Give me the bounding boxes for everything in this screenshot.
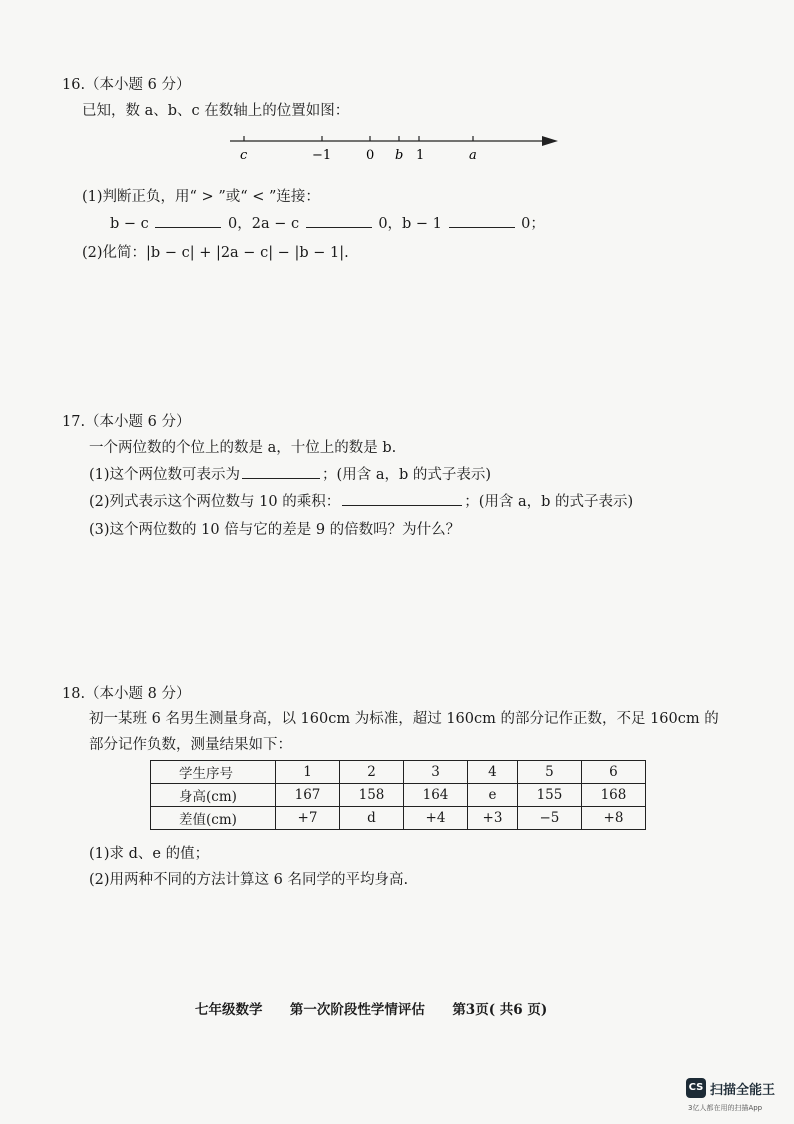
table-cell: −5 — [517, 807, 581, 830]
table-cell: 2 — [340, 761, 404, 784]
q17-heading: 17.（本小题 6 分） — [62, 414, 191, 430]
q17-part2-note: ；(用含 a，b 的式子表示) — [464, 494, 634, 510]
q17-part1-note: ；(用含 a，b 的式子表示) — [322, 467, 492, 483]
q18-part1: (1)求 d、e 的值； — [89, 846, 210, 862]
camscanner-logo-icon: CS — [686, 1078, 706, 1098]
label-0: 0 — [366, 148, 375, 163]
expr-2a-minus-c: 0，2a − c — [228, 216, 300, 232]
answer-blank-q17-1[interactable] — [242, 464, 320, 479]
table-row — [151, 807, 646, 830]
table-cell: 1 — [276, 761, 340, 784]
table-cell: e — [468, 784, 518, 807]
table-cell: 学生序号 — [151, 761, 276, 784]
table-cell: 3 — [404, 761, 468, 784]
q17-intro: 一个两位数的个位上的数是 a，十位上的数是 b. — [89, 440, 397, 456]
table-cell: 4 — [468, 761, 518, 784]
label-b: b — [395, 148, 404, 163]
q16-heading: 16.（本小题 6 分） — [62, 77, 191, 93]
q16-intro: 已知，数 a、b、c 在数轴上的位置如图： — [82, 103, 350, 119]
answer-blank-q17-2[interactable] — [342, 491, 462, 506]
table-row — [151, 784, 646, 807]
number-line — [228, 128, 558, 168]
expr-b-minus-1: 0，b − 1 — [378, 216, 442, 232]
table-cell: 6 — [581, 761, 645, 784]
q18-part2: (2)用两种不同的方法计算这 6 名同学的平均身高. — [89, 872, 409, 888]
answer-blank-1[interactable] — [155, 213, 221, 228]
table-cell: +8 — [581, 807, 645, 830]
q18-line1: 初一某班 6 名男生测量身高，以 160cm 为标准，超过 160cm 的部分记作正数，不足 160cm 的 — [89, 711, 719, 727]
table-cell: 168 — [581, 784, 645, 807]
q17-part2-text: (2)列式表示这个两位数与 10 的乘积： — [89, 494, 341, 510]
table-cell: 164 — [404, 784, 468, 807]
q18-heading: 18.（本小题 8 分） — [62, 686, 191, 702]
q16-part1: (1)判断正负，用“ > ”或“ < ”连接： — [82, 189, 320, 205]
arrow-icon — [542, 136, 558, 146]
label-1: 1 — [416, 148, 425, 163]
expr-end: 0； — [521, 216, 545, 232]
table-cell: +4 — [404, 807, 468, 830]
q17-part1-text: (1)这个两位数可表示为 — [89, 467, 241, 483]
table-cell: 167 — [276, 784, 340, 807]
label-c: c — [240, 148, 248, 163]
table-cell: +3 — [468, 807, 518, 830]
table-cell: 差值(cm) — [151, 807, 276, 830]
table-cell: 身高(cm) — [151, 784, 276, 807]
table-cell: 158 — [340, 784, 404, 807]
table-cell: d — [340, 807, 404, 830]
watermark-name: 扫描全能王 — [710, 1083, 776, 1098]
table-row — [151, 761, 646, 784]
q17-part1 — [89, 463, 491, 484]
q17-part3: (3)这个两位数的 10 倍与它的差是 9 的倍数吗？为什么？ — [89, 522, 461, 538]
table-cell: +7 — [276, 807, 340, 830]
label-neg1: −1 — [312, 148, 332, 163]
footer-page-number: 第3页( 共6 页) — [452, 1002, 548, 1018]
expr-b-minus-c: b − c — [110, 216, 149, 232]
q16-part1-expressions — [110, 212, 545, 233]
height-table — [150, 760, 646, 830]
q18-line2: 部分记作负数，测量结果如下： — [89, 737, 292, 753]
answer-blank-2[interactable] — [306, 213, 372, 228]
q16-part2: (2)化简：|b − c| + |2a − c| − |b − 1|. — [82, 245, 349, 261]
table-cell: 5 — [517, 761, 581, 784]
label-a: a — [469, 148, 477, 163]
footer-subject: 七年级数学 — [195, 1002, 263, 1018]
footer-exam: 第一次阶段性学情评估 — [289, 1002, 425, 1018]
q17-part2 — [89, 490, 633, 511]
footer — [195, 998, 547, 1018]
answer-blank-3[interactable] — [449, 213, 515, 228]
watermark-tagline: 3亿人都在用的扫描App — [688, 1104, 763, 1112]
table-cell: 155 — [517, 784, 581, 807]
